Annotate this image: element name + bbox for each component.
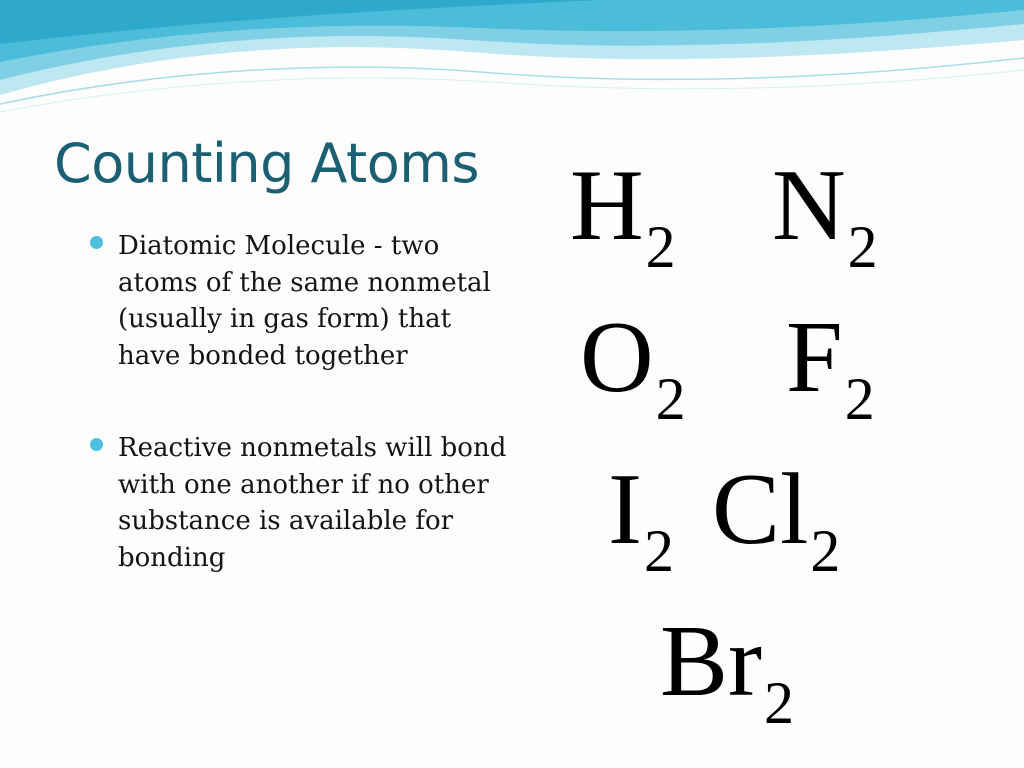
formula-symbol: I bbox=[608, 453, 642, 566]
bullet-item-diatomic bbox=[88, 228, 508, 374]
formula-cl2 bbox=[712, 453, 841, 584]
bullet-dot-icon bbox=[90, 438, 103, 451]
formula-subscript: 2 bbox=[764, 670, 794, 736]
formula-h2 bbox=[570, 149, 676, 280]
formula-row-3 bbox=[540, 453, 940, 611]
formula-symbol: Cl bbox=[712, 453, 809, 566]
formula-subscript: 2 bbox=[655, 366, 686, 432]
formula-row-2 bbox=[540, 301, 940, 459]
formula-row-1 bbox=[540, 149, 940, 307]
formula-symbol: O bbox=[580, 301, 654, 414]
bullet-item-reactive bbox=[88, 430, 508, 576]
formula-n2 bbox=[772, 149, 878, 280]
formula-subscript: 2 bbox=[810, 518, 841, 584]
formula-grid bbox=[540, 149, 940, 763]
formula-symbol: Br bbox=[660, 605, 762, 718]
formula-f2 bbox=[786, 301, 875, 432]
header-wave-decoration bbox=[0, 0, 1024, 120]
bullet-list bbox=[88, 228, 508, 576]
formula-subscript: 2 bbox=[645, 214, 676, 280]
formula-i2 bbox=[608, 453, 674, 584]
slide-title: Counting Atoms bbox=[54, 132, 479, 195]
bullet-dot-icon bbox=[90, 236, 103, 249]
formula-subscript: 2 bbox=[847, 214, 878, 280]
formula-symbol: F bbox=[786, 301, 843, 414]
formula-symbol: N bbox=[772, 149, 846, 262]
formula-subscript: 2 bbox=[643, 518, 674, 584]
bullet-text-diatomic: Diatomic Molecule - two atoms of the same nonmetal (usually in gas form) that have bonded together bbox=[118, 231, 491, 371]
formula-o2 bbox=[580, 301, 686, 432]
formula-row-4 bbox=[540, 605, 940, 763]
formula-subscript: 2 bbox=[844, 366, 875, 432]
formula-br2 bbox=[660, 605, 794, 736]
bullet-text-reactive: Reactive nonmetals will bond with one another if no other substance is available for bonding bbox=[118, 433, 507, 573]
formula-symbol: H bbox=[570, 149, 644, 262]
